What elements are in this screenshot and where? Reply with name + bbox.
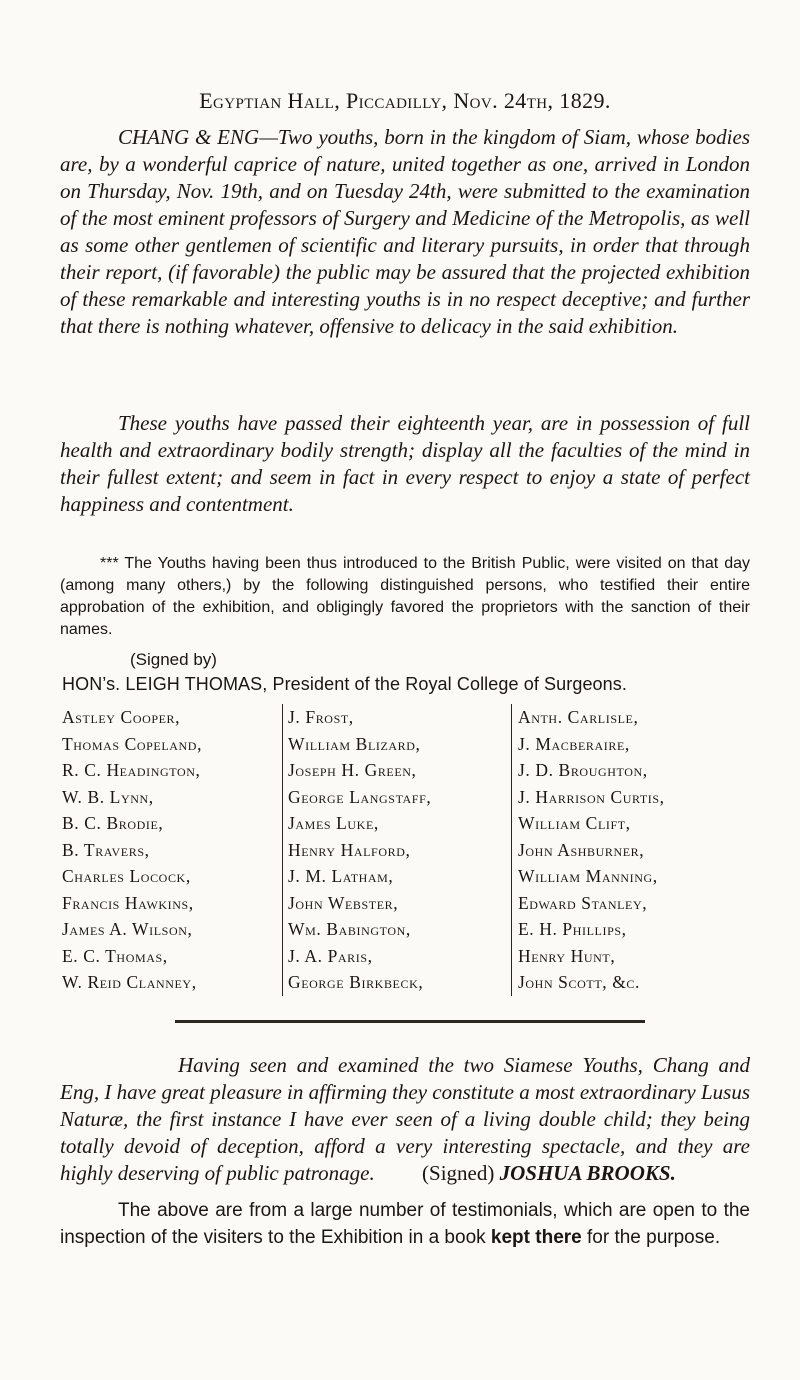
president-line: HON’s. LEIGH THOMAS, President of the Royal College of Surgeons.	[62, 674, 627, 694]
signatory-name: E. C. Thomas,	[62, 945, 168, 966]
testimonial-signer: JOSHUA BROOKS.	[499, 1161, 676, 1185]
signatory-name: John Webster,	[288, 892, 399, 913]
signatory-name: William Clift,	[518, 813, 631, 833]
signatory-name: J. Frost,	[288, 707, 354, 727]
page-header: Egyptian Hall, Piccadilly, Nov. 24th, 1829.	[199, 88, 611, 113]
intro-text: —Two youths, born in the kingdom of Siam, whose bodies are, by a wonderful caprice of nature, united together as one, arrived in London on Thursday, Nov. 19th, and on Tuesday 24th, were submitted to the examination of the most eminent professors of Surgery and Medicine of the Metropolis, as well as some other gentlemen of scientific and literary pursuits, in order that through their report, (if favorable) the public may be assured that the projected exhibition of these remarkable and interesting youths is in no respect deceptive; and further that there is nothing whatever, offensive to delicacy in the said exhibition.	[60, 125, 750, 338]
signatory-name: James Luke,	[288, 813, 379, 833]
column-divider	[511, 704, 512, 996]
signatory-name: Edward Stanley,	[518, 892, 648, 913]
intro-lead: CHANG & ENG	[118, 125, 260, 149]
signatory-name: John Ashburner,	[518, 839, 645, 860]
signatory-name: George Langstaff,	[288, 786, 432, 807]
signatory-name: George Birkbeck,	[288, 972, 424, 992]
signatory-name: B. Travers,	[62, 839, 150, 860]
signed-by-label: (Signed by)	[130, 650, 217, 669]
signatory-name: Joseph H. Green,	[288, 760, 417, 780]
signatory-name: R. C. Headington,	[62, 760, 201, 780]
signatory-name: William Blizard,	[288, 733, 421, 754]
signatory-name: Thomas Copeland,	[62, 733, 203, 754]
signatories-column-2	[288, 704, 510, 996]
section-rule	[175, 1020, 645, 1023]
description-paragraph: These youths have passed their eighteenth year, are in possession of full health and extraordinary bodily strength; display all the faculties of the mind in their fullest extent; and seem in fact in every respect to enjoy a state of perfect happiness and contentment.	[60, 411, 750, 516]
signatory-name: Charles Locock,	[62, 866, 191, 886]
signatory-name: J. Macberaire,	[518, 733, 630, 754]
closing-paragraph	[60, 1197, 750, 1251]
signatory-name: Francis Hawkins,	[62, 892, 194, 913]
signatory-name: E. H. Phillips,	[518, 919, 627, 939]
signatory-name: Henry Halford,	[288, 839, 411, 860]
signatory-name: J. D. Broughton,	[518, 760, 648, 780]
intro-paragraph	[60, 124, 750, 340]
column-divider	[282, 704, 283, 996]
signatory-name: Anth. Carlisle,	[518, 707, 639, 727]
closing-bold: kept there	[490, 1227, 582, 1248]
testimonial-signed-label: (Signed)	[422, 1161, 495, 1185]
signatory-name: J. Harrison Curtis,	[518, 786, 665, 807]
signatory-name: J. A. Paris,	[288, 945, 373, 966]
testimonial-text: Having seen and examined the two Siamese Youths, Chang and Eng, I have great pleasure in affirming they constitute a most extraordinary Lusus Naturæ, the first instance I have ever seen of a living double child; they being totally devoid of deception, afford a very interesting spectacle, and they are highly deserving of public patronage.	[60, 1053, 751, 1185]
signatory-name: Astley Cooper,	[62, 707, 181, 727]
signatories-column-1	[62, 704, 282, 996]
signatory-name: William Manning,	[518, 866, 658, 886]
signatories-column-3	[518, 704, 753, 996]
closing-prefix: The above are from a large number of testimonials, which are open to the inspection of the visiters to the Exhibition in a book	[60, 1200, 750, 1248]
testimonial-paragraph	[60, 1052, 750, 1187]
signatory-name: Henry Hunt,	[518, 945, 616, 966]
signatory-name: W. B. Lynn,	[62, 786, 154, 807]
signatory-name: B. C. Brodie,	[62, 813, 164, 833]
signatory-name: J. M. Latham,	[288, 866, 394, 886]
visitors-note: *** The Youths having been thus introduced to the British Public, were visited on that day (among many others,) by the following distinguished persons, who testified their entire approbation of the exhibition, and obligingly favored the proprietors with the sanction of their names.	[60, 555, 750, 638]
signatory-name: James A. Wilson,	[62, 919, 193, 939]
signatory-name: John Scott, &c.	[518, 972, 640, 992]
closing-suffix: for the purpose.	[581, 1227, 721, 1248]
signatory-name: W. Reid Clanney,	[62, 972, 197, 992]
signatory-name: Wm. Babington,	[288, 919, 411, 939]
